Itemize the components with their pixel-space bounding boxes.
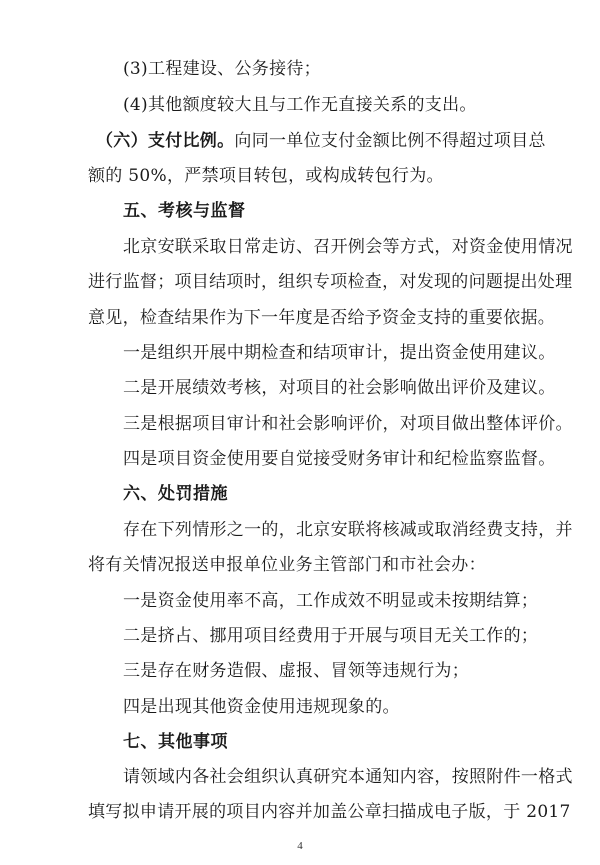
list-item: 一是组织开展中期检查和结项审计，提出资金使用建议。 <box>123 343 556 363</box>
text-line: (4)其他额度较大且与工作无直接关系的支出。 <box>123 95 477 115</box>
list-item: 三是根据项目审计和社会影响评价，对项目做出整体评价。 <box>123 414 573 434</box>
section-heading: 六、处罚措施 <box>123 484 228 504</box>
text-line: (3)工程建设、公务接待； <box>123 59 321 79</box>
section-item-text: 向同一单位支付金额比例不得超过项目总 <box>234 131 546 151</box>
text-line: 意见，检查结果作为下一年度是否给予资金支持的重要依据。 <box>88 308 556 328</box>
paragraph-line <box>96 130 546 152</box>
list-item: 二是开展绩效考核，对项目的社会影响做出评价及建议。 <box>123 378 556 398</box>
section-item-label: （六）支付比例。 <box>96 131 235 151</box>
text-line: 北京安联采取日常走访、召开例会等方式，对资金使用情况 <box>123 237 573 257</box>
text-line: 将有关情况报送申报单位业务主管部门和市社会办： <box>88 555 486 575</box>
list-item: 一是资金使用率不高，工作成效不明显或未按期结算； <box>123 591 539 611</box>
list-item: 四是出现其他资金使用违规现象的。 <box>123 697 400 717</box>
text-line: 进行监督；项目结项时，组织专项检查，对发现的问题提出处理 <box>88 272 573 292</box>
text-line: 请领域内各社会组织认真研究本通知内容，按照附件一格式 <box>123 767 573 787</box>
text-line: 额的 50%，严禁项目转包，或构成转包行为。 <box>88 166 444 186</box>
list-item: 二是挤占、挪用项目经费用于开展与项目无关工作的； <box>123 626 539 646</box>
list-item: 三是存在财务造假、虚报、冒领等违规行为； <box>123 661 469 681</box>
section-heading: 七、其他事项 <box>123 732 228 752</box>
text-line: 存在下列情形之一的，北京安联将核减或取消经费支持，并 <box>123 520 573 540</box>
section-heading: 五、考核与监督 <box>123 201 246 221</box>
text-line: 填写拟申请开展的项目内容并加盖公章扫描成电子版，于 2017 <box>88 802 571 822</box>
list-item: 四是项目资金使用要自觉接受财务审计和纪检监察监督。 <box>123 449 556 469</box>
page-number: 4 <box>297 840 303 852</box>
